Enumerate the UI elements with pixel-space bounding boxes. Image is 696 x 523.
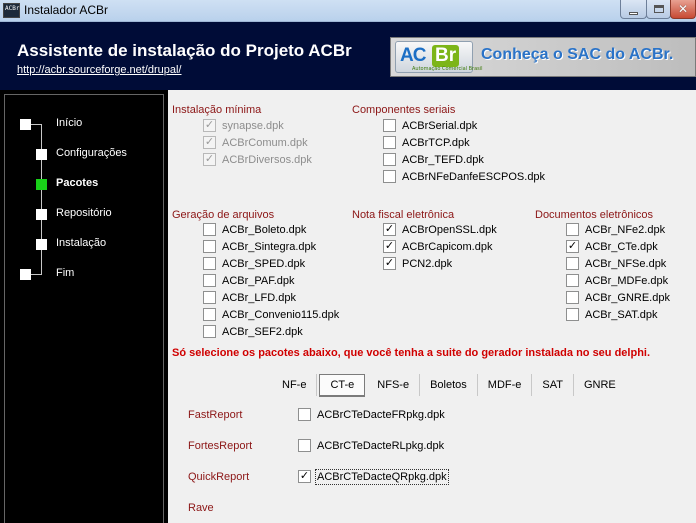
checkbox-documentos-2[interactable]	[566, 257, 666, 270]
window-title: Instalador ACBr	[24, 3, 109, 17]
checkbox-seriais-0[interactable]	[383, 119, 477, 132]
close-icon: ✕	[677, 2, 689, 16]
maximize-icon	[654, 5, 664, 13]
steps-connector	[41, 124, 42, 274]
tab-mdfe[interactable]: MDF-e	[478, 374, 533, 396]
checkbox-box[interactable]	[566, 240, 579, 253]
checkbox-arquivos-0[interactable]	[203, 223, 306, 236]
app-icon: ACBr	[3, 3, 20, 18]
tab-gnre[interactable]: GNRE	[583, 379, 616, 391]
logo-tagline: Automação Comercial Brasil	[412, 66, 483, 72]
sidebar-step-3[interactable]: Repositório	[56, 207, 112, 219]
tab-sat[interactable]: SAT	[532, 374, 574, 396]
checkbox-box[interactable]	[203, 325, 216, 338]
checkbox-box[interactable]	[203, 308, 216, 321]
check-icon: ✓	[204, 153, 215, 165]
checkbox-seriais-2[interactable]	[383, 153, 484, 166]
checkbox-label: ACBrSerial.dpk	[402, 119, 478, 132]
acbr-logo	[395, 41, 483, 73]
checkbox-box	[203, 119, 216, 132]
group-title-minima: Instalação mínima	[172, 104, 262, 116]
banner-text: Conheça o SAC do ACBr.	[481, 46, 674, 63]
checkbox-documentos-4[interactable]	[566, 291, 670, 304]
checkbox-label: ACBr_Convenio115.dpk	[222, 308, 340, 321]
step-square-icon	[20, 119, 31, 130]
check-icon: ✓	[299, 470, 310, 482]
checkbox-documentos-3[interactable]	[566, 274, 668, 287]
sidebar-step-2[interactable]: Pacotes	[56, 177, 99, 189]
close-button[interactable]	[670, 0, 696, 19]
step-square-icon	[36, 179, 47, 190]
checkbox-label: ACBrTCP.dpk	[402, 136, 470, 149]
report-label-0: FastReport	[188, 409, 243, 421]
checkbox-box[interactable]	[203, 257, 216, 270]
checkbox-label: ACBrCapicom.dpk	[402, 240, 493, 253]
checkbox-label: ACBr_NFSe.dpk	[585, 257, 667, 270]
checkbox-nfe-1[interactable]	[383, 240, 492, 253]
checkbox-arquivos-1[interactable]	[203, 240, 316, 253]
checkbox-seriais-3[interactable]	[383, 170, 545, 183]
checkbox-label: ACBr_LFD.dpk	[222, 291, 296, 304]
checkbox-box[interactable]	[298, 470, 311, 483]
checkbox-box[interactable]	[566, 274, 579, 287]
checkbox-label: ACBr_CTe.dpk	[585, 240, 658, 253]
sidebar-step-1[interactable]: Configurações	[56, 147, 127, 159]
report-checkbox-2[interactable]	[298, 470, 447, 483]
step-square-icon	[36, 209, 47, 220]
page-title: Assistente de instalação do Projeto ACBr	[17, 41, 352, 60]
check-icon: ✓	[384, 257, 395, 269]
sac-banner[interactable]	[390, 37, 696, 77]
checkbox-documentos-0[interactable]	[566, 223, 665, 236]
checkbox-box	[203, 153, 216, 166]
checkbox-box	[203, 136, 216, 149]
checkbox-nfe-2[interactable]	[383, 257, 452, 270]
logo-ac-text: AC	[400, 45, 426, 66]
checkbox-box[interactable]	[566, 308, 579, 321]
checkbox-box[interactable]	[383, 136, 396, 149]
wizard-steps-sidebar	[0, 90, 168, 523]
report-label-2: QuickReport	[188, 471, 250, 483]
step-square-icon	[36, 239, 47, 250]
checkbox-label: ACBrCTeDacteFRpkg.dpk	[317, 408, 445, 421]
checkbox-label: ACBr_Boleto.dpk	[222, 223, 307, 236]
report-label-3: Rave	[188, 502, 214, 514]
report-checkbox-1[interactable]	[298, 439, 444, 452]
checkbox-box[interactable]	[298, 408, 311, 421]
checkbox-documentos-5[interactable]	[566, 308, 658, 321]
minimize-icon	[629, 12, 638, 15]
tab-nfse[interactable]: NFS-e	[367, 374, 420, 396]
checkbox-box[interactable]	[383, 153, 396, 166]
checkbox-box[interactable]	[203, 240, 216, 253]
checkbox-label: ACBrOpenSSL.dpk	[402, 223, 497, 236]
project-link[interactable]: http://acbr.sourceforge.net/drupal/	[17, 64, 182, 76]
checkbox-box[interactable]	[383, 257, 396, 270]
checkbox-label: ACBr_NFe2.dpk	[585, 223, 666, 236]
maximize-button[interactable]	[646, 0, 671, 19]
check-icon: ✓	[204, 119, 215, 131]
checkbox-label: ACBr_PAF.dpk	[222, 274, 295, 287]
check-icon: ✓	[567, 240, 578, 252]
checkbox-documentos-1[interactable]	[566, 240, 658, 253]
checkbox-label: ACBr_SAT.dpk	[585, 308, 658, 321]
group-title-documentos: Documentos eletrônicos	[535, 209, 654, 221]
check-icon: ✓	[384, 240, 395, 252]
checkbox-box[interactable]	[566, 291, 579, 304]
report-label-1: FortesReport	[188, 440, 253, 452]
group-title-nfe: Nota fiscal eletrônica	[352, 209, 455, 221]
checkbox-box[interactable]	[203, 274, 216, 287]
step-square-icon	[36, 149, 47, 160]
group-title-arquivos: Geração de arquivos	[172, 209, 275, 221]
checkbox-label: synapse.dpk	[222, 119, 284, 132]
checkbox-box[interactable]	[383, 170, 396, 183]
checkbox-label: ACBrCTeDacteQRpkg.dpk	[317, 470, 447, 483]
sidebar-step-4[interactable]: Instalação	[56, 237, 107, 249]
checkbox-box[interactable]	[203, 223, 216, 236]
packages-panel	[168, 90, 696, 523]
tab-nfe[interactable]: NF-e	[272, 374, 317, 396]
group-title-seriais: Componentes seriais	[352, 104, 456, 116]
checkbox-arquivos-6[interactable]	[203, 325, 303, 338]
sidebar-step-0[interactable]: Início	[56, 117, 83, 129]
checkbox-label: ACBr_TEFD.dpk	[402, 153, 484, 166]
checkbox-box[interactable]	[566, 257, 579, 270]
checkbox-label: ACBrCTeDacteRLpkg.dpk	[317, 439, 445, 452]
checkbox-box[interactable]	[383, 240, 396, 253]
header	[0, 22, 696, 90]
checkbox-label: ACBr_GNRE.dpk	[585, 291, 670, 304]
step-square-icon	[20, 269, 31, 280]
checkbox-label: ACBr_MDFe.dpk	[585, 274, 669, 287]
checkbox-label: ACBrDiversos.dpk	[222, 153, 312, 166]
tab-boletos[interactable]: Boletos	[420, 374, 478, 396]
minimize-button[interactable]	[620, 0, 647, 19]
check-icon: ✓	[384, 223, 395, 235]
logo-br-text: Br	[432, 45, 459, 67]
checkbox-arquivos-5[interactable]	[203, 308, 339, 321]
report-checkbox-0[interactable]	[298, 408, 445, 421]
checkbox-box[interactable]	[203, 291, 216, 304]
checkbox-arquivos-3[interactable]	[203, 274, 295, 287]
checkbox-label: ACBr_Sintegra.dpk	[222, 240, 317, 253]
checkbox-minima-2	[203, 153, 312, 166]
checkbox-box[interactable]	[298, 439, 311, 452]
check-icon: ✓	[204, 136, 215, 148]
sidebar-step-5[interactable]: Fim	[56, 267, 75, 279]
report-tabs	[272, 373, 626, 397]
checkbox-label: ACBr_SPED.dpk	[222, 257, 306, 270]
checkbox-arquivos-4[interactable]	[203, 291, 296, 304]
checkbox-minima-0	[203, 119, 284, 132]
checkbox-seriais-1[interactable]	[383, 136, 470, 149]
tab-cte[interactable]: CT-e	[319, 374, 365, 397]
checkbox-label: ACBr_SEF2.dpk	[222, 325, 303, 338]
checkbox-box[interactable]	[566, 223, 579, 236]
checkbox-box[interactable]	[383, 119, 396, 132]
checkbox-label: ACBrComum.dpk	[222, 136, 308, 149]
warning-text: Só selecione os pacotes abaixo, que você tenha a suite do gerador instalada no seu delphi.	[172, 347, 651, 359]
checkbox-minima-1	[203, 136, 308, 149]
checkbox-arquivos-2[interactable]	[203, 257, 305, 270]
checkbox-nfe-0[interactable]	[383, 223, 497, 236]
checkbox-label: PCN2.dpk	[402, 257, 453, 270]
title-bar	[0, 0, 696, 22]
checkbox-box[interactable]	[383, 223, 396, 236]
checkbox-label: ACBrNFeDanfeESCPOS.dpk	[402, 170, 546, 183]
